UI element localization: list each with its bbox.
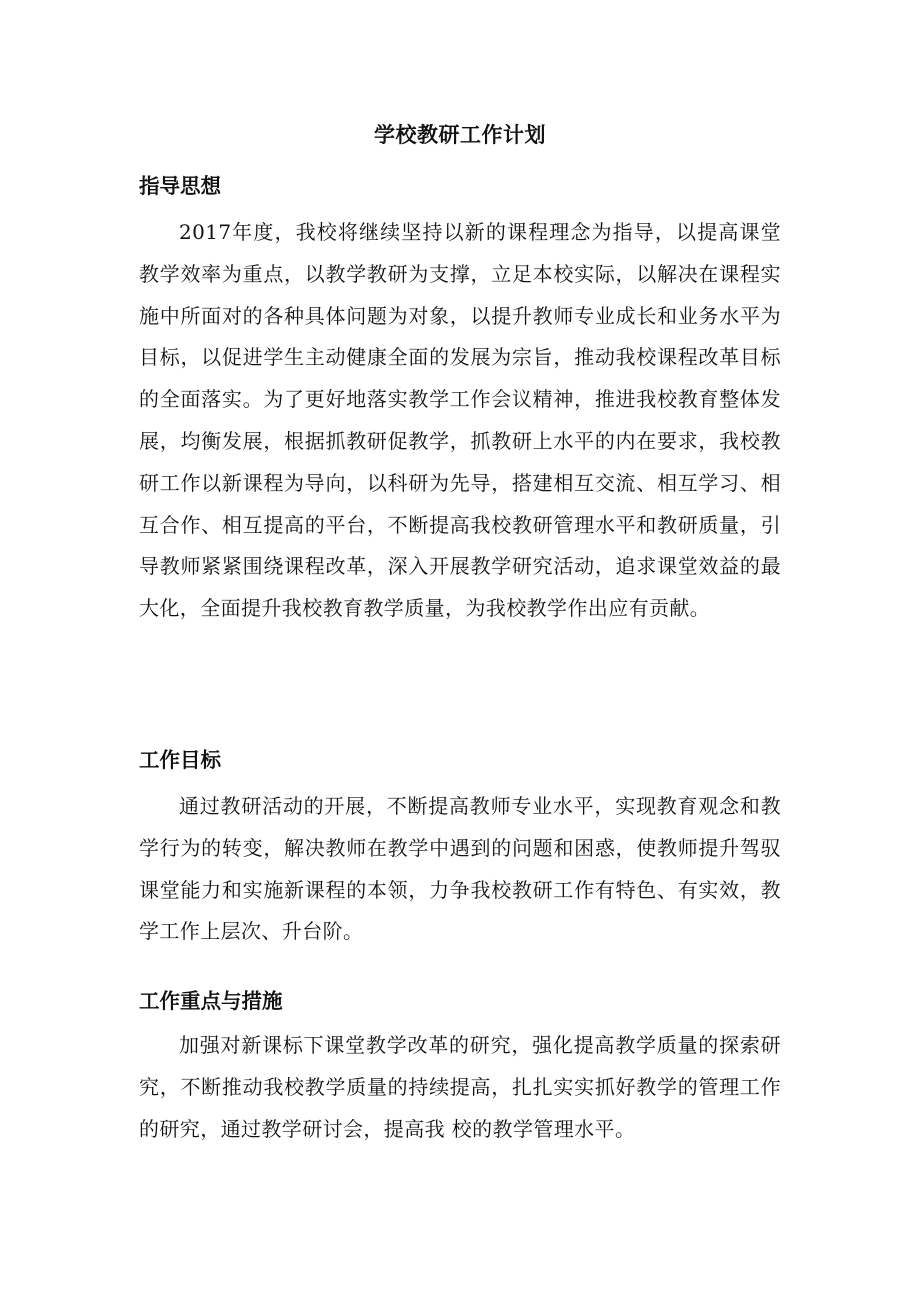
- document-title: 学校教研工作计划: [374, 123, 546, 147]
- section-body-guiding-ideology: 2017年度，我校将继续坚持以新的课程理念为指导，以提高课堂教学效率为重点，以教学教研为支撑，立足本校实际，以解决在课程实施中所面对的各种具体问题为对象，以提升教师专业成长和业务水平为目标，以促进学生主动健康全面的发展为宗旨，推动我校课程改革目标的全面落实。为了更好地落实教学工作会议精神，推进我校教育整体发展，均衡发展，根据抓教研促教学，抓教研上水平的内在要求，我校教研工作以新课程为导向，以科研为先导，搭建相互交流、相互学习、相互合作、相互提高的平台，不断提高我校教研管理水平和教研质量，引导教师紧紧围绕课程改革，深入开展教学研究活动，追求课堂效益的最大化，全面提升我校教育教学质量，为我校教学作出应有贡献。: [139, 220, 781, 621]
- section-heading-guiding-ideology: 指导思想: [139, 174, 221, 198]
- section-body-key-measures: 加强对新课标下课堂教学改革的研究，强化提高教学质量的探索研究，不断推动我校教学质量的持续提高，扎扎实实抓好教学的管理工作的研究，通过教学研讨会，提高我 校的教学管理水平。: [139, 1033, 781, 1141]
- section-heading-key-measures: 工作重点与措施: [139, 989, 283, 1013]
- section-body-work-goals: 通过教研活动的开展，不断提高教师专业水平，实现教育观念和教学行为的转变，解决教师在教学中遇到的问题和困惑，使教师提升驾驭课堂能力和实施新课程的本领，力争我校教研工作有特色、有实效，教学工作上层次、升台阶。: [139, 794, 781, 944]
- section-heading-work-goals: 工作目标: [139, 748, 221, 772]
